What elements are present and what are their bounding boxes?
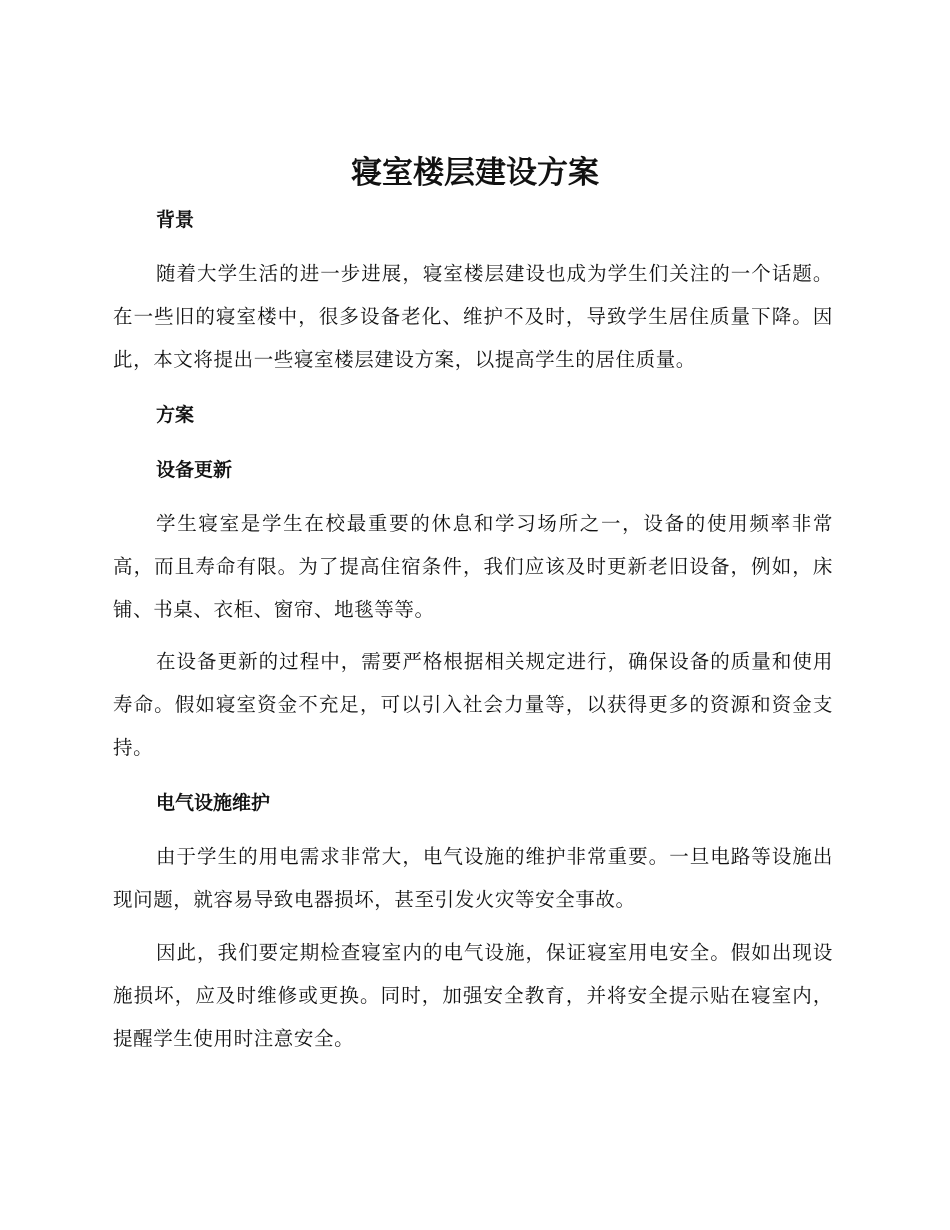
section-heading-background: 背景 <box>156 209 195 231</box>
section-heading-electrical-maintenance: 电气设施维护 <box>156 792 271 814</box>
document-title: 寝室楼层建设方案 <box>351 155 599 191</box>
paragraph-equipment-update-2: 在设备更新的过程中，需要严格根据相关规定进行，确保设备的质量和使用寿命。假如寝室资金不充足，可以引入社会力量等，以获得更多的资源和资金支持。 <box>113 650 833 759</box>
paragraph-electrical-maintenance-2: 因此，我们要定期检查寝室内的电气设施，保证寝室用电安全。假如出现设施损坏，应及时维修或更换。同时，加强安全教育，并将安全提示贴在寝室内，提醒学生使用时注意安全。 <box>113 941 833 1050</box>
paragraph-equipment-update-1: 学生寝室是学生在校最重要的休息和学习场所之一，设备的使用频率非常高，而且寿命有限。为了提高住宿条件，我们应该及时更新老旧设备，例如，床铺、书桌、衣柜、窗帘、地毯等等。 <box>113 512 833 621</box>
section-heading-plan: 方案 <box>156 404 195 426</box>
section-heading-equipment-update: 设备更新 <box>156 459 233 481</box>
paragraph-background: 随着大学生活的进一步进展，寝室楼层建设也成为学生们关注的一个话题。在一些旧的寝室楼中，很多设备老化、维护不及时，导致学生居住质量下降。因此，本文将提出一些寝室楼层建设方案，以提高学生的居住质量。 <box>113 262 833 371</box>
paragraph-electrical-maintenance-1: 由于学生的用电需求非常大，电气设施的维护非常重要。一旦电路等设施出现问题，就容易导致电器损坏，甚至引发火灾等安全事故。 <box>113 845 833 911</box>
